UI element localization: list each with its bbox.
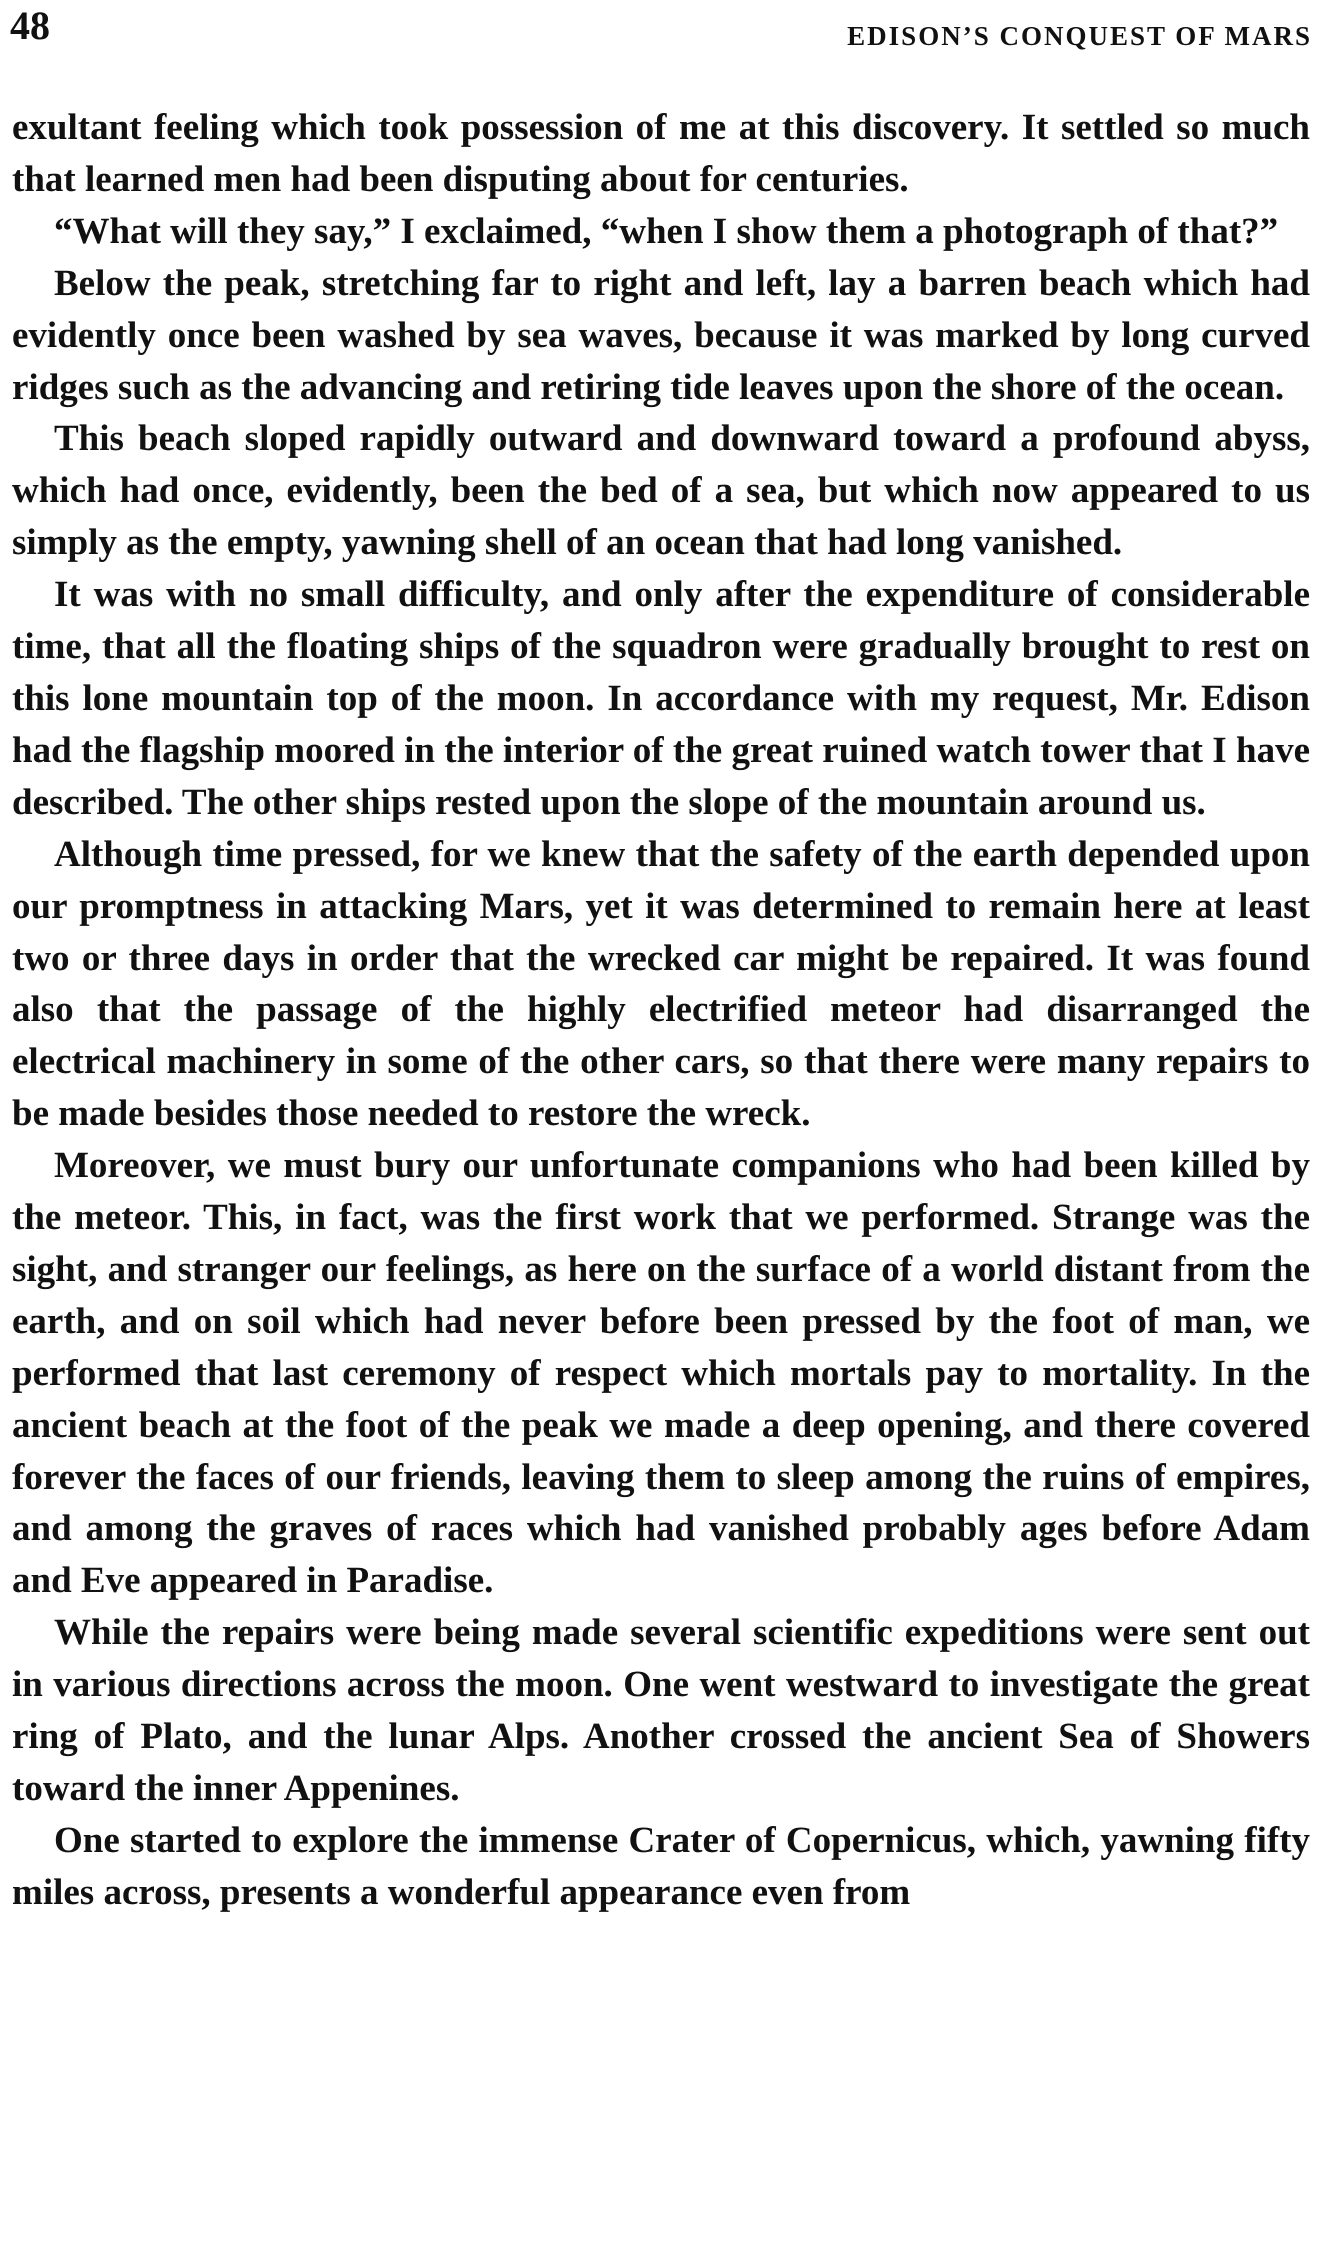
paragraph-6: Although time pressed, for we knew that the safety of the earth depended upon our promptness in attacking Mars, yet it was determined to remain here at least two or three days in order that the wrecked car might be repaired. It was found also that the passage of the highly electrified meteor had disarranged the electrical machinery in some of the other cars, so that there were many repairs to be made besides those needed to restore the wreck. xyxy=(12,833,1310,1135)
body-text xyxy=(12,102,1310,1919)
paragraph-7: Moreover, we must bury our unfortunate companions who had been killed by the meteor. This, in fact, was the first work that we performed. Strange was the sight, and stranger our feelings, as here on the surface of a world distant from the earth, and on soil which had never before been pressed by the foot of man, we performed that last ceremony of respect which mortals pay to mortality. In the ancient beach at the foot of the peak we made a deep opening, and there covered forever the faces of our friends, leaving them to sleep among the ruins of empires, and among the graves of races which had vanished probably ages before Adam and Eve appeared in Paradise. xyxy=(12,1145,1310,1602)
paragraph-5: It was with no small difficulty, and only after the expenditure of considerable time, that all the floating ships of the squadron were gradually brought to rest on this lone mountain top of the moon. In accordance with my request, Mr. Edison had the flagship moored in the interior of the great ruined watch tower that I have described. The other ships rested upon the slope of the mountain around us. xyxy=(12,574,1310,823)
page-number: 48 xyxy=(10,3,50,48)
paragraph-8: While the repairs were being made several scientific expeditions were sent out in various directions across the moon. One went westward to investigate the great ring of Plato, and the lunar Alps. Another crossed the ancient Sea of Showers toward the inner Appenines. xyxy=(12,1612,1310,1809)
paragraph-9: One started to explore the immense Crater of Copernicus, which, yawning fifty miles across, presents a wonderful appearance even from xyxy=(12,1819,1310,1913)
paragraph-3: Below the peak, stretching far to right and left, lay a barren beach which had evidently once been washed by sea waves, because it was marked by long curved ridges such as the advancing and retiring tide leaves upon the shore of the ocean. xyxy=(12,262,1310,408)
running-title: EDISON’S CONQUEST OF MARS xyxy=(847,21,1312,51)
paragraph-4: This beach sloped rapidly outward and downward toward a profound abyss, which had once, evidently, been the bed of a sea, but which now appeared to us simply as the empty, yawning shell of an ocean that had long vanished. xyxy=(12,418,1310,564)
paragraph-1: exultant feeling which took possession of me at this discovery. It settled so much that learned men had been disputing about for centuries. xyxy=(12,107,1310,200)
running-head xyxy=(10,0,1312,60)
paragraph-2: “What will they say,” I exclaimed, “when I show them a photograph of that?” xyxy=(54,210,1279,252)
